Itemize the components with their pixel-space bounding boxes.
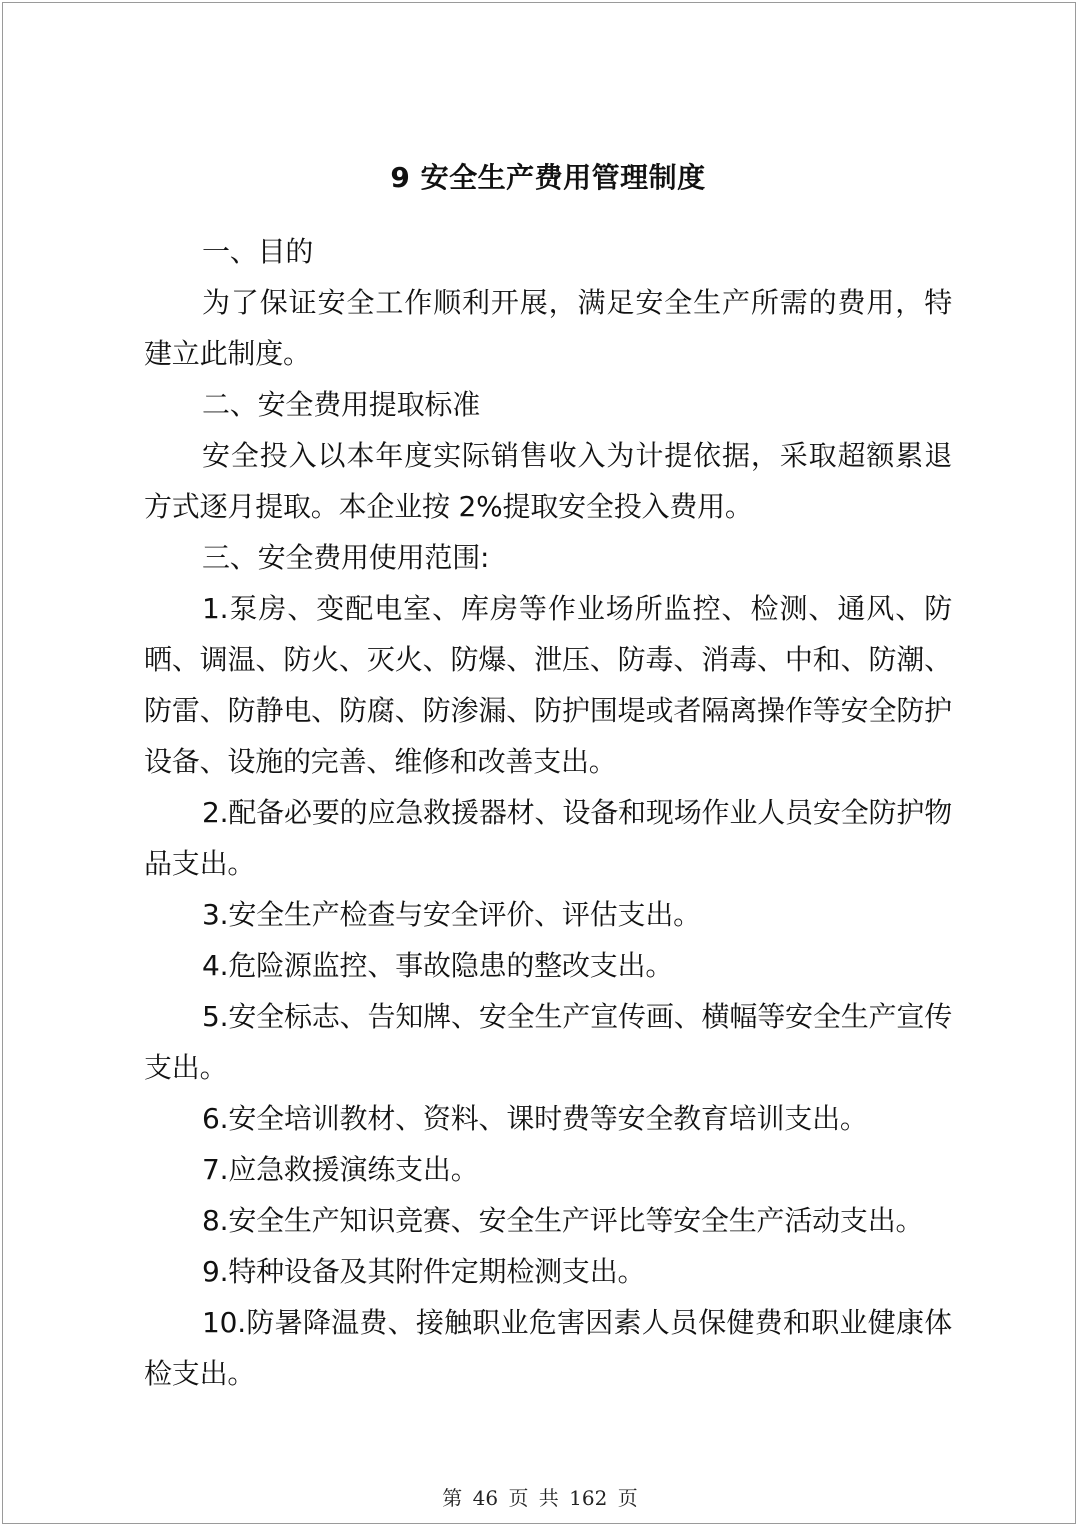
section-heading-scope: 三、安全费用使用范围:	[202, 541, 490, 574]
section-heading-purpose: 一、目的	[202, 235, 314, 268]
paragraph-purpose: 为了保证安全工作顺利开展，满足安全生产所需的费用，特建立此制度。	[144, 286, 952, 370]
list-item-8: 8.安全生产知识竞赛、安全生产评比等安全生产活动支出。	[202, 1204, 924, 1237]
list-item-6: 6.安全培训教材、资料、课时费等安全教育培训支出。	[202, 1102, 868, 1135]
list-item-10: 10.防暑降温费、接触职业危害因素人员保健费和职业健康体检支出。	[144, 1306, 952, 1390]
document-title: 9 安全生产费用管理制度	[390, 161, 706, 194]
list-item-3: 3.安全生产检查与安全评价、评估支出。	[202, 898, 701, 931]
list-item-5: 5.安全标志、告知牌、安全生产宣传画、横幅等安全生产宣传支出。	[144, 1000, 952, 1084]
list-item-4: 4.危险源监控、事故隐患的整改支出。	[202, 949, 674, 982]
list-item-7: 7.应急救援演练支出。	[202, 1153, 479, 1186]
list-item-9: 9.特种设备及其附件定期检测支出。	[202, 1255, 646, 1288]
page-footer: 第 46 页 共 162 页	[442, 1486, 638, 1510]
list-item-2: 2.配备必要的应急救援器材、设备和现场作业人员安全防护物品支出。	[144, 796, 952, 880]
document-body	[144, 150, 952, 1399]
paragraph-standard: 安全投入以本年度实际销售收入为计提依据，采取超额累退方式逐月提取。本企业按 2%提取安全投入费用。	[144, 439, 952, 523]
list-item-1: 1.泵房、变配电室、库房等作业场所监控、检测、通风、防晒、调温、防火、灭火、防爆、泄压、防毒、消毒、中和、防潮、防雷、防静电、防腐、防渗漏、防护围堤或者隔离操作等安全防护设备、设施的完善、维修和改善支出。	[144, 592, 952, 778]
section-heading-standard: 二、安全费用提取标准	[202, 388, 481, 421]
